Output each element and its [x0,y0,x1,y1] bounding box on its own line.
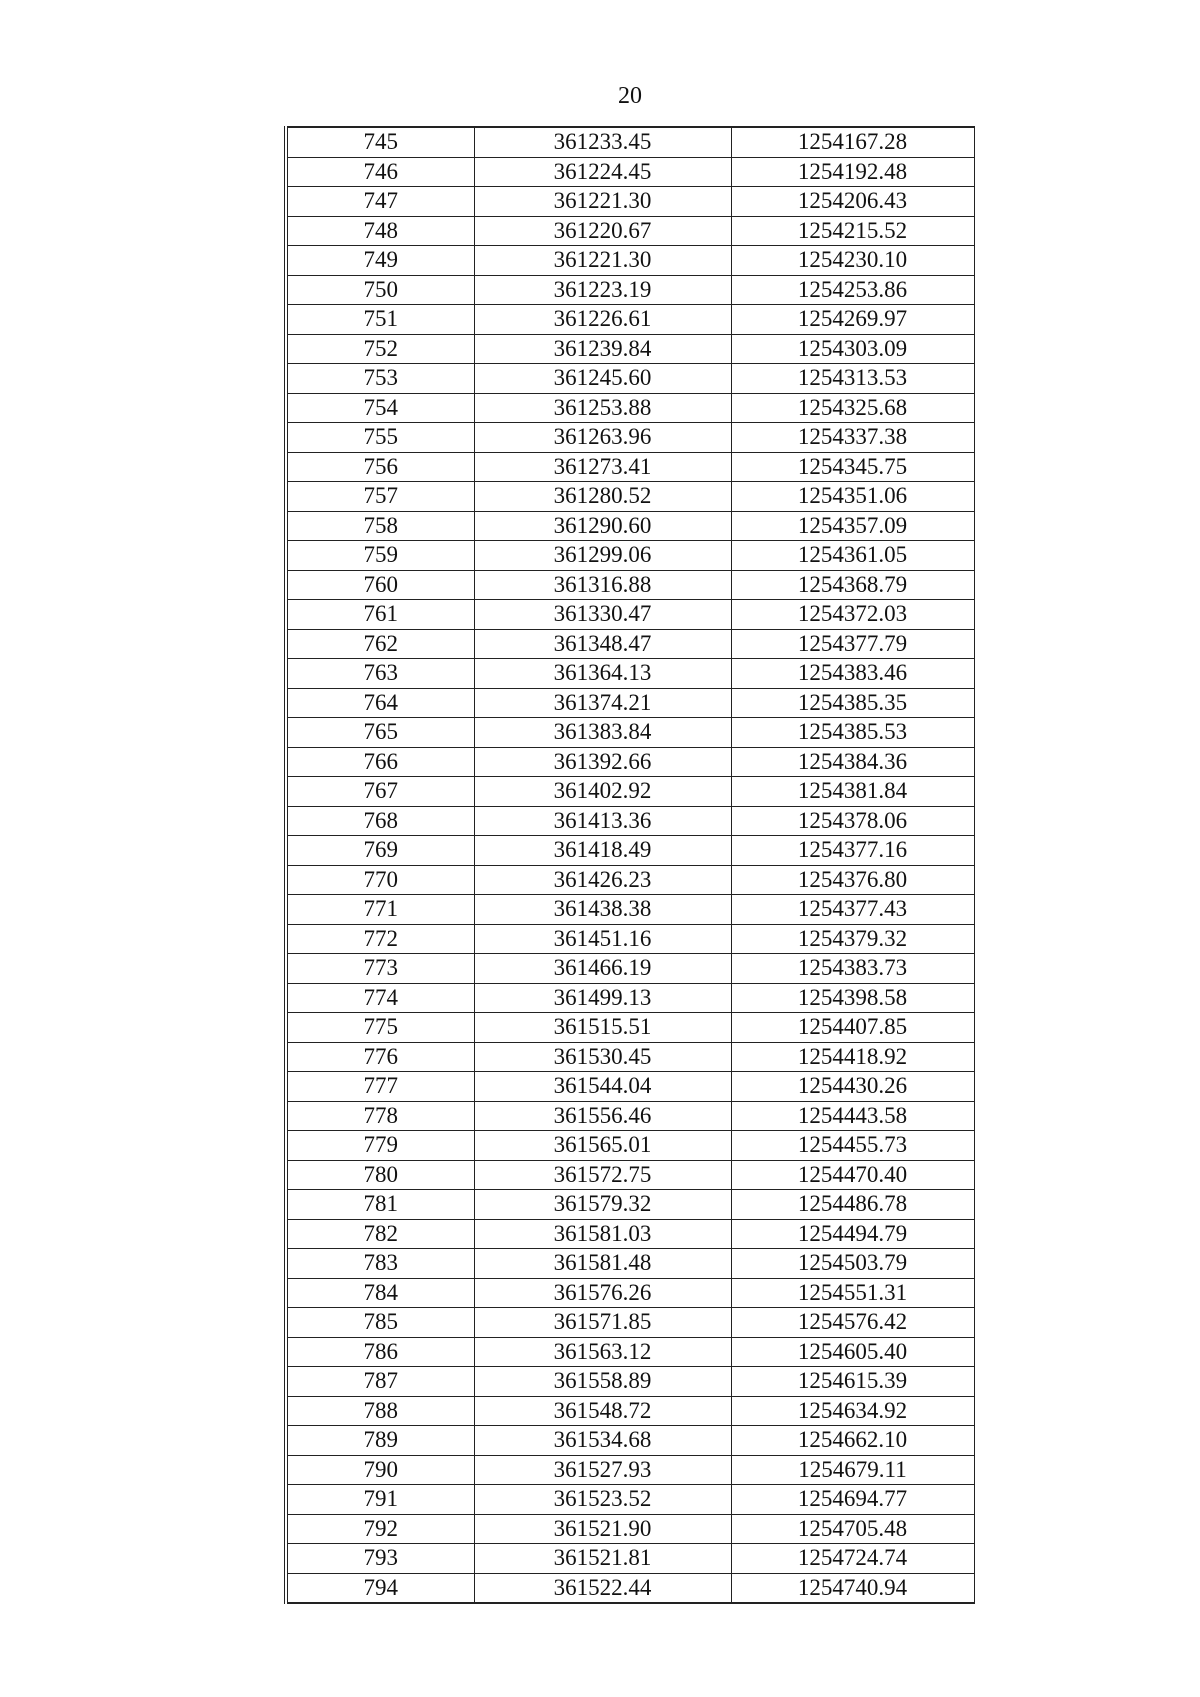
y-coordinate-cell: 1254443.58 [731,1101,974,1131]
point-number-cell: 749 [288,246,474,276]
x-coordinate-cell: 361558.89 [474,1367,731,1397]
table-row [288,1072,974,1102]
point-number-cell: 784 [288,1278,474,1308]
x-coordinate-cell: 361576.26 [474,1278,731,1308]
y-coordinate-cell: 1254486.78 [731,1190,974,1220]
table-row [288,570,974,600]
x-coordinate-cell: 361273.41 [474,452,731,482]
x-coordinate-cell: 361383.84 [474,718,731,748]
point-number-cell: 747 [288,187,474,217]
y-coordinate-cell: 1254605.40 [731,1337,974,1367]
point-number-cell: 753 [288,364,474,394]
x-coordinate-cell: 361374.21 [474,688,731,718]
table-row [288,629,974,659]
x-coordinate-cell: 361521.90 [474,1514,731,1544]
y-coordinate-cell: 1254407.85 [731,1013,974,1043]
table-row [288,924,974,954]
x-coordinate-cell: 361451.16 [474,924,731,954]
point-number-cell: 750 [288,275,474,305]
point-number-cell: 761 [288,600,474,630]
x-coordinate-cell: 361522.44 [474,1573,731,1603]
point-number-cell: 789 [288,1426,474,1456]
point-number-cell: 768 [288,806,474,836]
table-row [288,275,974,305]
point-number-cell: 794 [288,1573,474,1603]
point-number-cell: 788 [288,1396,474,1426]
table-row [288,1337,974,1367]
x-coordinate-cell: 361534.68 [474,1426,731,1456]
point-number-cell: 774 [288,983,474,1013]
x-coordinate-cell: 361544.04 [474,1072,731,1102]
table-row [288,836,974,866]
table-row [288,541,974,571]
y-coordinate-cell: 1254167.28 [731,127,974,157]
x-coordinate-cell: 361280.52 [474,482,731,512]
table-row [288,718,974,748]
y-coordinate-cell: 1254383.46 [731,659,974,689]
table-row [288,1455,974,1485]
x-coordinate-cell: 361572.75 [474,1160,731,1190]
x-coordinate-cell: 361548.72 [474,1396,731,1426]
x-coordinate-cell: 361221.30 [474,187,731,217]
y-coordinate-cell: 1254269.97 [731,305,974,335]
x-coordinate-cell: 361220.67 [474,216,731,246]
y-coordinate-cell: 1254379.32 [731,924,974,954]
point-number-cell: 754 [288,393,474,423]
y-coordinate-cell: 1254313.53 [731,364,974,394]
x-coordinate-cell: 361521.81 [474,1544,731,1574]
x-coordinate-cell: 361223.19 [474,275,731,305]
y-coordinate-cell: 1254740.94 [731,1573,974,1603]
y-coordinate-cell: 1254345.75 [731,452,974,482]
x-coordinate-cell: 361263.96 [474,423,731,453]
y-coordinate-cell: 1254724.74 [731,1544,974,1574]
point-number-cell: 780 [288,1160,474,1190]
x-coordinate-cell: 361364.13 [474,659,731,689]
y-coordinate-cell: 1254303.09 [731,334,974,364]
point-number-cell: 777 [288,1072,474,1102]
x-coordinate-cell: 361330.47 [474,600,731,630]
y-coordinate-cell: 1254455.73 [731,1131,974,1161]
x-coordinate-cell: 361290.60 [474,511,731,541]
coordinate-table-body [288,127,974,1603]
y-coordinate-cell: 1254418.92 [731,1042,974,1072]
y-coordinate-cell: 1254503.79 [731,1249,974,1279]
y-coordinate-cell: 1254381.84 [731,777,974,807]
point-number-cell: 746 [288,157,474,187]
x-coordinate-cell: 361418.49 [474,836,731,866]
y-coordinate-cell: 1254384.36 [731,747,974,777]
point-number-cell: 785 [288,1308,474,1338]
table-row [288,393,974,423]
y-coordinate-cell: 1254376.80 [731,865,974,895]
x-coordinate-cell: 361402.92 [474,777,731,807]
point-number-cell: 770 [288,865,474,895]
x-coordinate-cell: 361466.19 [474,954,731,984]
y-coordinate-cell: 1254615.39 [731,1367,974,1397]
x-coordinate-cell: 361527.93 [474,1455,731,1485]
point-number-cell: 748 [288,216,474,246]
table-row [288,688,974,718]
x-coordinate-cell: 361499.13 [474,983,731,1013]
table-row [288,659,974,689]
point-number-cell: 778 [288,1101,474,1131]
table-row [288,1160,974,1190]
y-coordinate-cell: 1254470.40 [731,1160,974,1190]
point-number-cell: 758 [288,511,474,541]
table-row [288,1131,974,1161]
y-coordinate-cell: 1254377.43 [731,895,974,925]
coordinate-table-wrapper [284,126,978,1604]
table-row [288,1042,974,1072]
y-coordinate-cell: 1254377.16 [731,836,974,866]
page-number: 20 [618,83,642,109]
table-row [288,1514,974,1544]
table-row [288,1426,974,1456]
table-row [288,600,974,630]
x-coordinate-cell: 361426.23 [474,865,731,895]
table-row [288,865,974,895]
x-coordinate-cell: 361581.03 [474,1219,731,1249]
point-number-cell: 791 [288,1485,474,1515]
point-number-cell: 752 [288,334,474,364]
point-number-cell: 783 [288,1249,474,1279]
point-number-cell: 760 [288,570,474,600]
point-number-cell: 793 [288,1544,474,1574]
table-row [288,954,974,984]
table-row [288,1367,974,1397]
y-coordinate-cell: 1254705.48 [731,1514,974,1544]
x-coordinate-cell: 361581.48 [474,1249,731,1279]
y-coordinate-cell: 1254325.68 [731,393,974,423]
x-coordinate-cell: 361299.06 [474,541,731,571]
table-row [288,187,974,217]
table-row [288,1101,974,1131]
point-number-cell: 786 [288,1337,474,1367]
table-row [288,1485,974,1515]
table-row [288,246,974,276]
y-coordinate-cell: 1254398.58 [731,983,974,1013]
point-number-cell: 792 [288,1514,474,1544]
table-row [288,452,974,482]
table-row [288,334,974,364]
table-row [288,216,974,246]
x-coordinate-cell: 361438.38 [474,895,731,925]
table-row [288,364,974,394]
point-number-cell: 745 [288,127,474,157]
table-row [288,305,974,335]
y-coordinate-cell: 1254377.79 [731,629,974,659]
y-coordinate-cell: 1254192.48 [731,157,974,187]
y-coordinate-cell: 1254551.31 [731,1278,974,1308]
table-row [288,127,974,157]
point-number-cell: 751 [288,305,474,335]
table-row [288,423,974,453]
y-coordinate-cell: 1254383.73 [731,954,974,984]
x-coordinate-cell: 361392.66 [474,747,731,777]
y-coordinate-cell: 1254634.92 [731,1396,974,1426]
table-row [288,1190,974,1220]
x-coordinate-cell: 361348.47 [474,629,731,659]
y-coordinate-cell: 1254215.52 [731,216,974,246]
point-number-cell: 756 [288,452,474,482]
point-number-cell: 763 [288,659,474,689]
point-number-cell: 775 [288,1013,474,1043]
x-coordinate-cell: 361245.60 [474,364,731,394]
point-number-cell: 769 [288,836,474,866]
x-coordinate-cell: 361563.12 [474,1337,731,1367]
table-row [288,511,974,541]
table-row [288,1249,974,1279]
point-number-cell: 765 [288,718,474,748]
x-coordinate-cell: 361226.61 [474,305,731,335]
x-coordinate-cell: 361224.45 [474,157,731,187]
y-coordinate-cell: 1254351.06 [731,482,974,512]
coordinate-table [288,126,975,1604]
y-coordinate-cell: 1254430.26 [731,1072,974,1102]
table-row [288,1573,974,1603]
y-coordinate-cell: 1254372.03 [731,600,974,630]
y-coordinate-cell: 1254206.43 [731,187,974,217]
point-number-cell: 779 [288,1131,474,1161]
point-number-cell: 776 [288,1042,474,1072]
point-number-cell: 773 [288,954,474,984]
table-row [288,895,974,925]
y-coordinate-cell: 1254494.79 [731,1219,974,1249]
y-coordinate-cell: 1254576.42 [731,1308,974,1338]
point-number-cell: 782 [288,1219,474,1249]
y-coordinate-cell: 1254357.09 [731,511,974,541]
point-number-cell: 772 [288,924,474,954]
table-row [288,1219,974,1249]
x-coordinate-cell: 361523.52 [474,1485,731,1515]
y-coordinate-cell: 1254378.06 [731,806,974,836]
point-number-cell: 767 [288,777,474,807]
table-row [288,1308,974,1338]
y-coordinate-cell: 1254385.53 [731,718,974,748]
point-number-cell: 787 [288,1367,474,1397]
x-coordinate-cell: 361316.88 [474,570,731,600]
table-row [288,983,974,1013]
table-row [288,1544,974,1574]
table-row [288,157,974,187]
x-coordinate-cell: 361239.84 [474,334,731,364]
point-number-cell: 759 [288,541,474,571]
x-coordinate-cell: 361413.36 [474,806,731,836]
y-coordinate-cell: 1254368.79 [731,570,974,600]
x-coordinate-cell: 361530.45 [474,1042,731,1072]
table-row [288,482,974,512]
x-coordinate-cell: 361579.32 [474,1190,731,1220]
y-coordinate-cell: 1254253.86 [731,275,974,305]
y-coordinate-cell: 1254694.77 [731,1485,974,1515]
table-row [288,1278,974,1308]
x-coordinate-cell: 361253.88 [474,393,731,423]
x-coordinate-cell: 361515.51 [474,1013,731,1043]
point-number-cell: 764 [288,688,474,718]
table-row [288,777,974,807]
x-coordinate-cell: 361565.01 [474,1131,731,1161]
point-number-cell: 755 [288,423,474,453]
x-coordinate-cell: 361571.85 [474,1308,731,1338]
x-coordinate-cell: 361233.45 [474,127,731,157]
table-row [288,806,974,836]
y-coordinate-cell: 1254361.05 [731,541,974,571]
y-coordinate-cell: 1254679.11 [731,1455,974,1485]
y-coordinate-cell: 1254230.10 [731,246,974,276]
x-coordinate-cell: 361221.30 [474,246,731,276]
point-number-cell: 790 [288,1455,474,1485]
point-number-cell: 771 [288,895,474,925]
point-number-cell: 781 [288,1190,474,1220]
point-number-cell: 757 [288,482,474,512]
table-row [288,747,974,777]
y-coordinate-cell: 1254337.38 [731,423,974,453]
point-number-cell: 762 [288,629,474,659]
table-row [288,1396,974,1426]
y-coordinate-cell: 1254662.10 [731,1426,974,1456]
point-number-cell: 766 [288,747,474,777]
table-row [288,1013,974,1043]
x-coordinate-cell: 361556.46 [474,1101,731,1131]
y-coordinate-cell: 1254385.35 [731,688,974,718]
